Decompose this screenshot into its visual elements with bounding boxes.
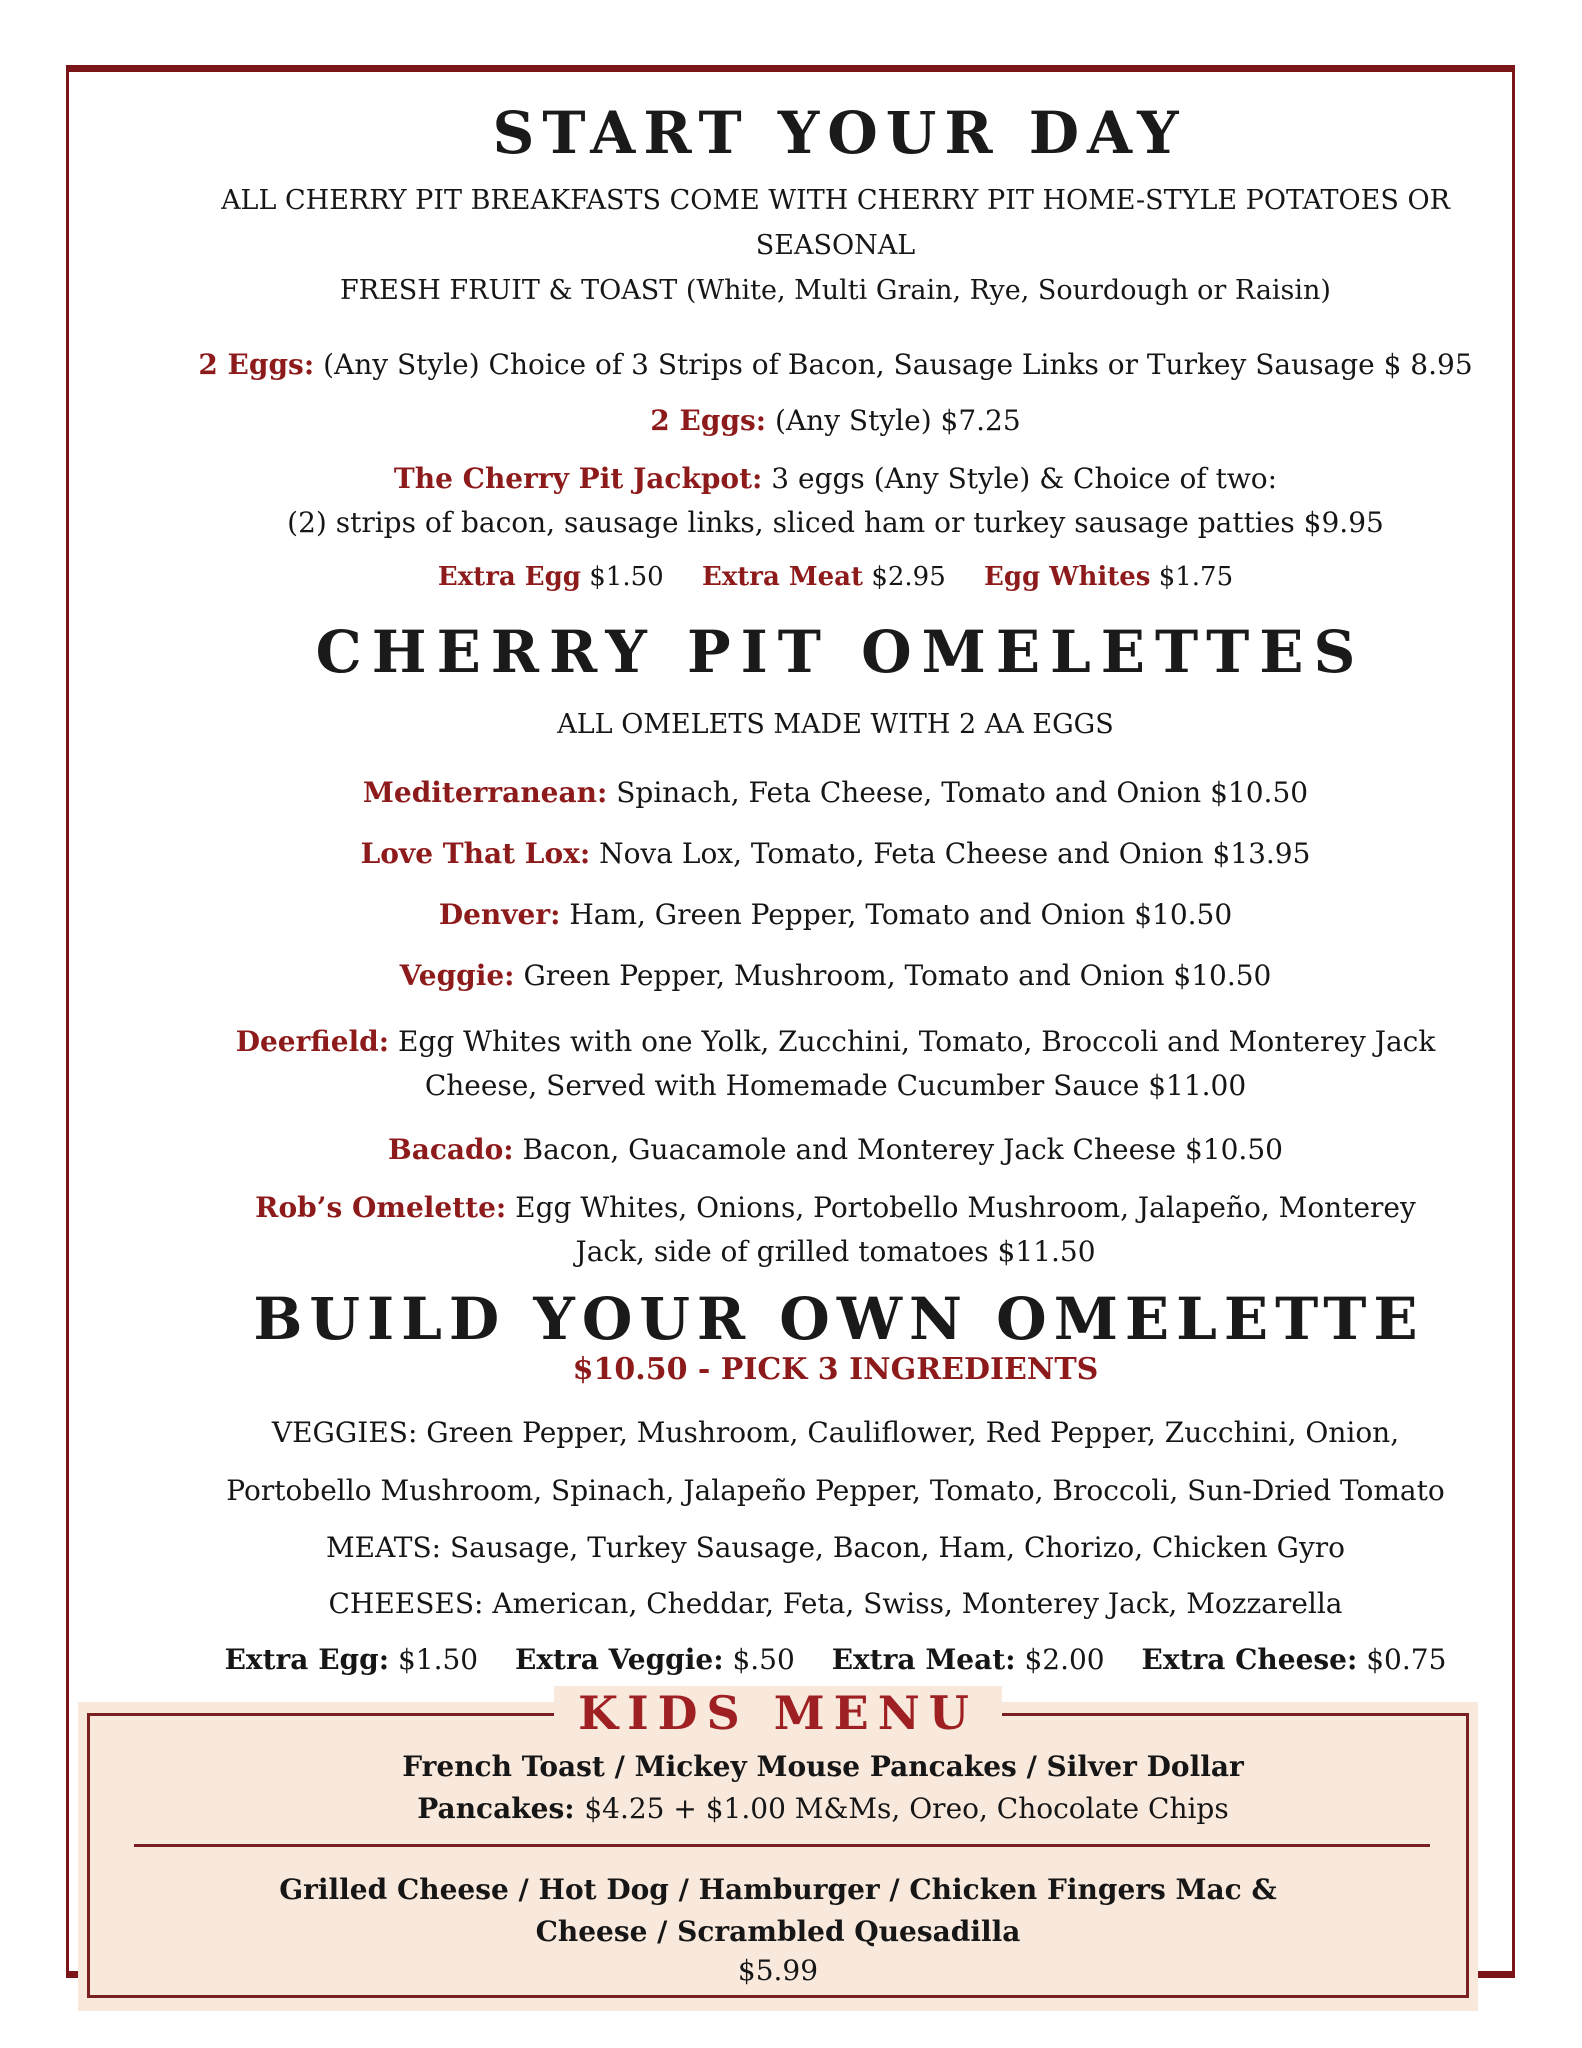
extra-label: Extra Meat: — [831, 1643, 1016, 1676]
menu-item-robs-omelette — [159, 1186, 1512, 1274]
extra-option — [1142, 1632, 1447, 1688]
extra-option — [438, 557, 664, 597]
extra-label: Extra Cheese: — [1141, 1643, 1358, 1676]
kids-lunch-line2: Cheese / Scrambled Quesadilla — [535, 1915, 1021, 1948]
menu-item-2-eggs-combo — [159, 343, 1512, 387]
extra-price: $0.75 — [1366, 1643, 1447, 1676]
kids-item-name: Pancakes: — [417, 1792, 575, 1825]
extra-price: $1.50 — [397, 1643, 479, 1676]
meats-list: MEATS: Sausage, Turkey Sausage, Bacon, Ham, Chorizo, Chicken Gyro — [325, 1531, 1346, 1564]
menu-item-veggie — [159, 954, 1512, 998]
extra-label: Extra Meat — [701, 562, 864, 592]
breakfast-note — [159, 178, 1512, 313]
menu-item-desc: Egg Whites, Onions, Portobello Mushroom, Jalapeño, Monterey — [515, 1191, 1416, 1224]
menu-item-desc-line2: (2) strips of bacon, sausage links, sliced ham or turkey sausage patties $9.95 — [287, 506, 1384, 539]
menu-item-desc: Egg Whites with one Yolk, Zucchini, Tomato, Broccoli and Monterey Jack — [397, 1025, 1436, 1058]
extra-option — [515, 1632, 795, 1688]
start-your-day-title: START YOUR DAY — [492, 99, 1187, 167]
section-start-your-day — [159, 99, 1512, 597]
breakfast-note-line2: FRESH FRUIT & TOAST (White, Multi Grain, Rye, Sourdough or Raisin) — [340, 275, 1331, 306]
extra-label: Egg Whites — [984, 562, 1151, 592]
menu-item-name: Deerfield: — [235, 1025, 390, 1058]
kids-menu-title — [90, 1688, 1466, 1738]
veggies-list — [159, 1404, 1512, 1520]
section-omelettes — [159, 618, 1512, 1274]
cheeses-list: CHEESES: American, Cheddar, Feta, Swiss, Monterey Jack, Mozzarella — [328, 1587, 1343, 1620]
menu-item-desc: Bacon, Guacamole and Monterey Jack Cheese $10.50 — [522, 1133, 1283, 1166]
breakfast-note-line1: ALL CHERRY PIT BREAKFASTS COME WITH CHERRY PIT HOME-STYLE POTATOES OR SEASONAL — [221, 185, 1450, 261]
menu-item-desc: (Any Style) $7.25 — [775, 404, 1021, 437]
extra-price: $1.75 — [1158, 562, 1234, 592]
extra-label: Extra Egg — [437, 562, 581, 592]
menu-item-name: Love That Lox: — [360, 837, 591, 870]
menu-item-desc: (Any Style) Choice of 3 Strips of Bacon, Sausage Links or Turkey Sausage $ 8.95 — [323, 348, 1473, 381]
menu-item-desc: Ham, Green Pepper, Tomato and Onion $10.50 — [569, 898, 1233, 931]
extra-price: $1.50 — [589, 562, 664, 592]
kids-lunch-group — [90, 1869, 1466, 1989]
kids-item-desc: $4.25 + $1.00 M&Ms, Oreo, Chocolate Chips — [584, 1792, 1229, 1825]
menu-item-name: Rob’s Omelette: — [255, 1191, 507, 1224]
kids-menu-box — [87, 1686, 1469, 1998]
kids-breakfast-line1: French Toast / Mickey Mouse Pancakes / Silver Dollar — [402, 1750, 1244, 1783]
extra-label: Extra Veggie: — [515, 1643, 724, 1676]
section-kids-menu — [78, 1686, 1478, 2011]
kids-menu-title-text: KIDS MENU — [554, 1686, 1002, 1740]
kids-lunch-line1: Grilled Cheese / Hot Dog / Hamburger / Chicken Fingers Mac & — [279, 1873, 1277, 1906]
kids-menu-divider — [134, 1844, 1430, 1847]
menu-item-deerfield — [159, 1020, 1512, 1108]
menu-item-desc-line2: Jack, side of grilled tomatoes $11.50 — [575, 1235, 1096, 1268]
menu-item-name: Bacado: — [388, 1133, 514, 1166]
extra-label: Extra Egg: — [224, 1643, 390, 1676]
menu-item-2-eggs — [159, 399, 1512, 443]
menu-item-desc-line2: Cheese, Served with Homemade Cucumber Sauce $11.00 — [424, 1069, 1247, 1102]
breakfast-extras-row — [159, 557, 1512, 597]
menu-item-name: Mediterranean: — [362, 776, 608, 809]
kids-lunch-price: $5.99 — [737, 1954, 819, 1987]
omelettes-title: CHERRY PIT OMELETTES — [315, 618, 1366, 686]
menu-item-cherry-pit-jackpot — [159, 457, 1512, 545]
extra-price: $.50 — [732, 1643, 795, 1676]
menu-item-desc: Nova Lox, Tomato, Feta Cheese and Onion $13.95 — [599, 837, 1311, 870]
menu-item-name: The Cherry Pit Jackpot: — [393, 462, 763, 495]
menu-item-desc: Spinach, Feta Cheese, Tomato and Onion $10.50 — [616, 776, 1309, 809]
menu-item-desc: Green Pepper, Mushroom, Tomato and Onion $10.50 — [523, 959, 1272, 992]
menu-item-denver — [159, 893, 1512, 937]
extra-option — [225, 1632, 479, 1688]
extra-option — [984, 557, 1233, 597]
build-extras-row — [159, 1632, 1512, 1688]
menu-item-name: Veggie: — [399, 959, 515, 992]
kids-breakfast-group — [90, 1746, 1466, 1830]
menu-main-content — [69, 99, 1512, 1688]
veggies-list-line1: VEGGIES: Green Pepper, Mushroom, Cauliflower, Red Pepper, Zucchini, Onion, — [271, 1416, 1400, 1449]
extra-option — [832, 1632, 1105, 1688]
menu-item-name: 2 Eggs: — [198, 348, 315, 381]
kids-breakfast-line2 — [180, 1788, 1466, 1830]
menu-item-mediterranean — [159, 771, 1512, 815]
build-your-own-price-note: $10.50 - PICK 3 INGREDIENTS — [572, 1352, 1099, 1387]
veggies-list-line2: Portobello Mushroom, Spinach, Jalapeño Pepper, Tomato, Broccoli, Sun-Dried Tomato — [226, 1474, 1445, 1507]
build-your-own-title: BUILD YOUR OWN OMELETTE — [253, 1285, 1425, 1353]
menu-item-name: 2 Eggs: — [650, 404, 767, 437]
menu-item-desc: 3 eggs (Any Style) & Choice of two: — [771, 462, 1278, 495]
section-build-your-own — [159, 1285, 1512, 1688]
menu-item-name: Denver: — [438, 898, 561, 931]
menu-item-bacado — [159, 1128, 1512, 1172]
omelettes-note: ALL OMELETS MADE WITH 2 AA EGGS — [557, 709, 1114, 740]
extra-price: $2.95 — [871, 562, 946, 592]
menu-item-love-that-lox — [159, 832, 1512, 876]
extra-price: $2.00 — [1024, 1643, 1105, 1676]
menu-border-frame — [66, 65, 1515, 1987]
extra-option — [702, 557, 946, 597]
